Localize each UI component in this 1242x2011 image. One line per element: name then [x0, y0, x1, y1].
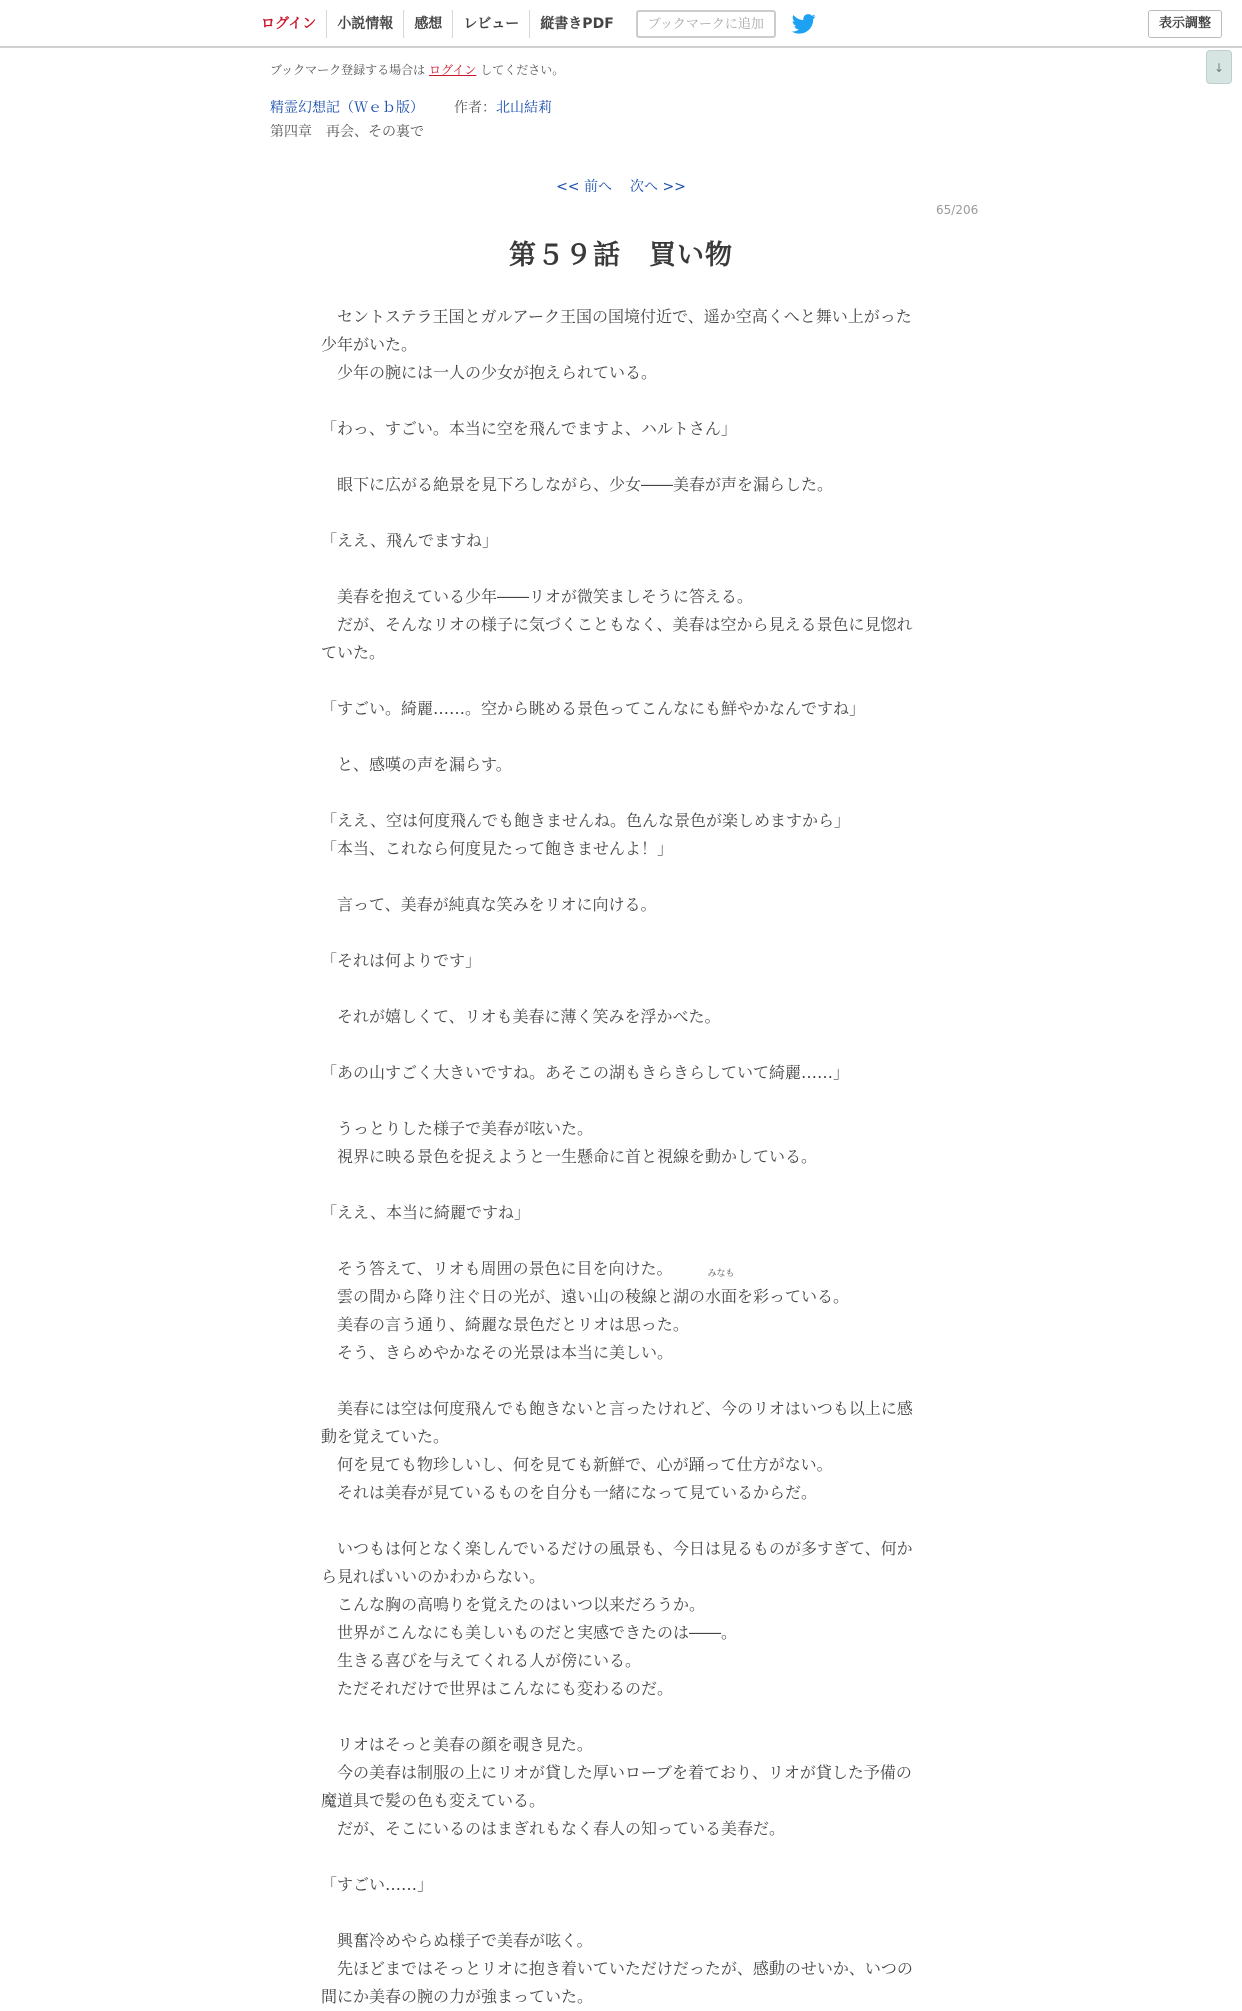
- chapter-title: 第四章 再会、その裏で: [270, 124, 424, 140]
- body-line: [321, 1087, 921, 1115]
- body-line: 視界に映る景色を捉えようと一生懸命に首と視線を動かしている。: [321, 1147, 818, 1166]
- body-line: [321, 1227, 921, 1255]
- body-line: 「ええ、飛んでますね」: [321, 531, 498, 550]
- ruby-line-before: 雲の間から降り注ぐ日の光が、遠い山の稜線と湖の: [321, 1287, 706, 1306]
- body-line: うっとりした様子で美春が呟いた。: [321, 1119, 594, 1138]
- episode-pager: [0, 176, 1242, 196]
- review-link[interactable]: レビュー: [452, 10, 529, 38]
- body-line: [321, 975, 921, 1003]
- body-line: [321, 1171, 921, 1199]
- ruby-base: 水面: [705, 1287, 738, 1306]
- body-line: [321, 1507, 921, 1535]
- body-line: [321, 387, 921, 415]
- body-line: 美春を抱えている少年――リオが微笑ましそうに答える。: [321, 587, 753, 606]
- novel-title-link[interactable]: 精霊幻想記（Ｗｅｂ版）: [270, 100, 424, 116]
- body-line: 何を見ても物珍しいし、何を見ても新鮮で、心が踊って仕方がない。: [321, 1455, 833, 1474]
- body-line: 「それは何よりです」: [321, 951, 482, 970]
- body-line: [321, 779, 921, 807]
- body-line: いつもは何となく楽しんでいるだけの風景も、今日は見るものが多すぎて、何から見ればいいのかわからない。: [321, 1539, 913, 1586]
- body-line: ただそれだけで世界はこんなにも変わるのだ。: [321, 1679, 674, 1698]
- body-line: 「本当、これなら何度見たって飽きませんよ！」: [321, 839, 674, 858]
- notice-text-before: ブックマーク登録する場合は: [270, 63, 429, 77]
- body-line: こんな胸の高鳴りを覚えたのはいつ以来だろうか。: [321, 1595, 706, 1614]
- body-line: だが、そこにいるのはまぎれもなく春人の知っている美春だ。: [321, 1819, 786, 1838]
- body-line: と、感嘆の声を漏らす。: [321, 755, 512, 774]
- body-line-ruby: [321, 1269, 921, 1311]
- author-label: 作者：: [454, 100, 496, 116]
- body-part-2: [321, 1311, 921, 2011]
- scroll-down-button[interactable]: ↓: [1206, 50, 1232, 84]
- body-line: 世界がこんなにも美しいものだと実感できたのは――。: [321, 1623, 738, 1642]
- body-line: [321, 1367, 921, 1395]
- body-line: 興奮冷めやらぬ様子で美春が呟く。: [321, 1931, 593, 1950]
- body-line: [321, 863, 921, 891]
- bookmark-notice: [270, 61, 564, 78]
- body-line: 眼下に広がる絶景を見下ろしながら、少女――美春が声を漏らした。: [321, 475, 834, 494]
- body-line: 「ええ、空は何度飛んでも飽きませんね。色んな景色が楽しめますから」: [321, 811, 850, 830]
- novel-info-link[interactable]: 小説情報: [326, 10, 403, 38]
- body-line: それが嬉しくて、リオも美春に薄く笑みを浮かべた。: [321, 1007, 721, 1026]
- body-line: だが、そんなリオの様子に気づくこともなく、美春は空から見える景色に見惚れていた。: [321, 615, 913, 662]
- add-bookmark-button[interactable]: ブックマークに追加: [636, 10, 776, 38]
- body-line: 少年の腕には一人の少女が抱えられている。: [321, 363, 658, 382]
- body-line: それは美春が見ているものを自分も一緒になって見ているからだ。: [321, 1483, 818, 1502]
- twitter-icon[interactable]: [792, 13, 816, 35]
- body-line: 「あの山すごく大きいですね。あそこの湖もきらきらしていて綺麗……」: [321, 1063, 850, 1082]
- display-settings-button[interactable]: 表示調整: [1148, 10, 1222, 38]
- next-episode-link[interactable]: 次へ >>: [630, 179, 686, 195]
- body-line: [321, 499, 921, 527]
- prev-episode-link[interactable]: << 前へ: [556, 179, 612, 195]
- body-line: 「ええ、本当に綺麗ですね」: [321, 1203, 530, 1222]
- body-line: 「すごい……」: [321, 1875, 434, 1894]
- notice-login-link[interactable]: ログイン: [428, 63, 477, 77]
- login-link[interactable]: ログイン: [261, 16, 317, 32]
- body-line: [321, 1031, 921, 1059]
- body-line: 言って、美春が純真な笑みをリオに向ける。: [321, 895, 657, 914]
- body-line: [321, 667, 921, 695]
- novel-meta: [270, 97, 552, 117]
- body-line: [321, 1843, 921, 1871]
- body-line: 「すごい。綺麗……。空から眺める景色ってこんなにも鮮やかなんですね」: [321, 699, 866, 718]
- episode-title: 第５９話 買い物: [509, 240, 733, 271]
- body-line: 先ほどまではそっとリオに抱き着いていただけだったが、感動のせいか、いつの間にか美春の腕の力が強まっていた。: [321, 1959, 913, 2006]
- impressions-link[interactable]: 感想: [403, 10, 452, 38]
- body-line: [321, 443, 921, 471]
- body-line: [321, 1899, 921, 1927]
- author-link[interactable]: 北山結莉: [496, 100, 552, 116]
- body-line: そう、きらめやかなその光景は本当に美しい。: [321, 1343, 674, 1362]
- body-line: [321, 723, 921, 751]
- ruby-line-after: を彩っている。: [737, 1287, 850, 1306]
- top-navigation-bar: [0, 0, 1242, 48]
- body-line: [321, 1703, 921, 1731]
- nav-menu: [251, 10, 816, 38]
- body-line: セントステラ王国とガルアーク王国の国境付近で、遥か空高くへと舞い上がった少年がいた。: [321, 307, 912, 354]
- ruby-word: [705, 1269, 738, 1311]
- ruby-annotation: みなも: [707, 1269, 735, 1279]
- episode-count: 65/206: [936, 203, 979, 217]
- vertical-pdf-link[interactable]: 縦書きPDF: [529, 10, 623, 38]
- notice-text-after: してください。: [476, 63, 565, 77]
- body-line: [321, 919, 921, 947]
- body-line: そう答えて、リオも周囲の景色に目を向けた。: [321, 1259, 673, 1278]
- body-line: リオはそっと美春の顔を覗き見た。: [321, 1735, 593, 1754]
- novel-body: [321, 303, 921, 2011]
- body-line: [321, 555, 921, 583]
- body-line: 美春には空は何度飛んでも飽きないと言ったけれど、今のリオはいつも以上に感動を覚えていた。: [321, 1399, 913, 1446]
- body-line: 「わっ、すごい。本当に空を飛んでますよ、ハルトさん」: [321, 419, 737, 438]
- body-line: 生きる喜びを与えてくれる人が傍にいる。: [321, 1651, 642, 1670]
- body-line: 美春の言う通り、綺麗な景色だとリオは思った。: [321, 1315, 689, 1334]
- body-part-1: [321, 303, 921, 1283]
- body-line: 今の美春は制服の上にリオが貸した厚いローブを着ており、リオが貸した予備の魔道具で髪の色も変えている。: [321, 1763, 912, 1810]
